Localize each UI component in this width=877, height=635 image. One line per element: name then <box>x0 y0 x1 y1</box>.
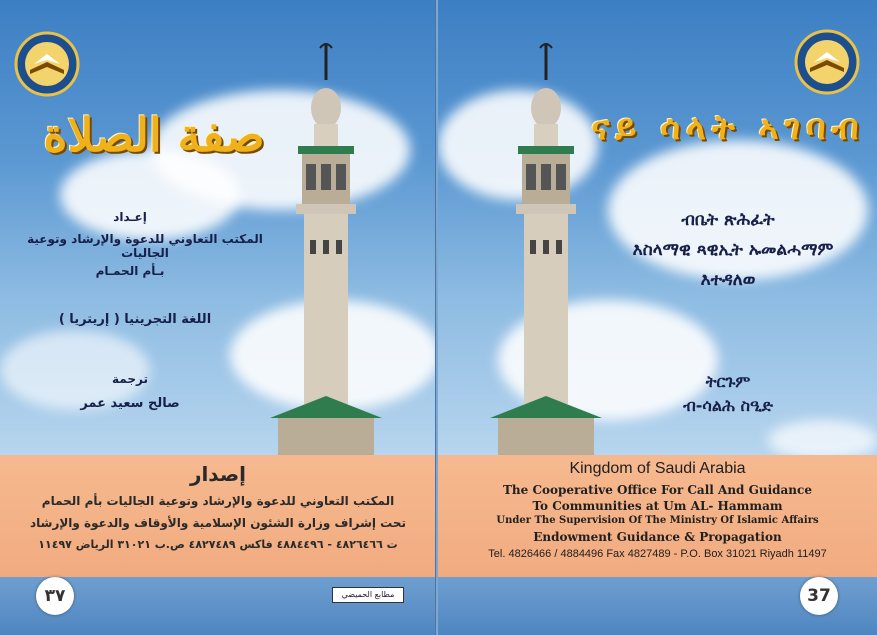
band-line-endowment: Endowment Guidance & Propagation <box>533 530 782 544</box>
arabic-line-translation: ترجمة <box>112 372 148 386</box>
page-number: 37 <box>800 577 838 615</box>
printer-stamp: مطابع الحميضي <box>332 587 404 603</box>
tigrinya-title: ናይ ሳላት ኣገባብ <box>591 108 865 148</box>
arabic-title: صفة الصلاة <box>43 108 265 162</box>
band-line-contact: Tel. 4826466 / 4884496 Fax 4827489 - P.O. Box 31021 Riyadh 11497 <box>488 548 827 560</box>
band-line-office: The Cooperative Office For Call And Guidance <box>503 483 812 497</box>
tigrinya-line-translation: ትርጉም <box>705 372 751 391</box>
right-page <box>438 0 877 635</box>
minaret-illustration <box>270 40 382 455</box>
page-number: ٣٧ <box>36 577 74 615</box>
tigrinya-line-prepared: እተዳለወ <box>700 270 756 290</box>
arabic-line-office: المكتب التعاوني للدعوة والإرشاد وتوعية الجاليات <box>27 232 263 260</box>
emblem-icon <box>14 24 80 104</box>
tigrinya-line-office: ብቤት ጽሕፈት <box>681 210 775 230</box>
arabic-line-location: بـأم الحمـام <box>95 264 165 278</box>
tigrinya-line-translator: ብ-ሳልሕ ስዒድ <box>683 396 773 415</box>
arabic-line-prepared-by: إعـداد <box>113 210 147 224</box>
publisher-heading: إصدار <box>189 462 247 486</box>
arabic-line-translator: صالح سعيد عمر <box>80 396 180 411</box>
band-line-communities: To Communities at Um AL- Hammam <box>532 499 783 513</box>
publisher-line-ministry: تحت إشراف وزارة الشئون الإسلامية والأوقاف والدعوة والإرشاد <box>29 516 407 530</box>
arabic-line-language: اللغة التجرينيا ( إريتريا ) <box>58 312 212 327</box>
publisher-line-contact: ت ٤٨٢٦٤٦٦ - ٤٨٨٤٤٩٦ فاكس ٤٨٢٧٤٨٩ ص.ب ٣١٠٢١ الرياض ١١٤٩٧ <box>38 538 398 551</box>
band-line-supervision: Under The Supervision Of The Ministry Of Islamic Affairs <box>496 515 819 526</box>
left-page <box>0 0 436 635</box>
minaret-illustration <box>490 40 602 455</box>
emblem-icon <box>794 22 860 102</box>
publisher-line-office: المكتب التعاوني للدعوة والإرشاد وتوعية الجاليات بأم الحمام <box>41 494 395 508</box>
band-line-kingdom: Kingdom of Saudi Arabia <box>569 460 746 477</box>
tigrinya-line-organization: እስላማዊ ጻዊኢት ኡመልሓማም <box>632 240 834 260</box>
